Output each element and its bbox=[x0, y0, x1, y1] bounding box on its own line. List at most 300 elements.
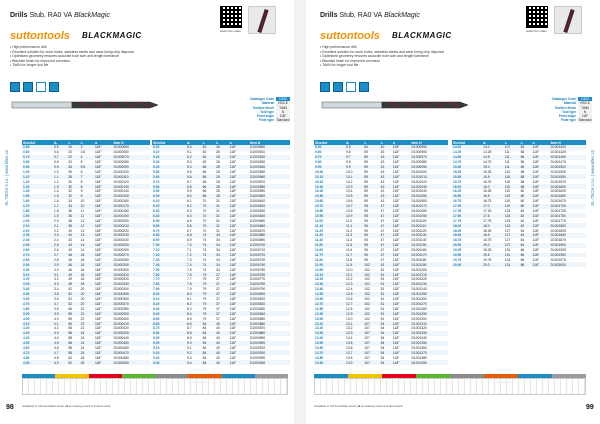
table-cell: 8.5 bbox=[186, 316, 192, 321]
table-cell: 118° bbox=[94, 189, 102, 194]
table-cell: 118° bbox=[392, 355, 400, 360]
table-cell: 118° bbox=[94, 213, 113, 218]
table-cell: 118° bbox=[229, 253, 249, 258]
table-cell: 66 bbox=[520, 262, 532, 267]
table-cell: 89 bbox=[363, 174, 379, 179]
table-cell: 66 bbox=[202, 169, 207, 174]
table-cell: D1000670 bbox=[250, 228, 266, 233]
table-row[interactable] bbox=[314, 360, 448, 365]
table-row[interactable] bbox=[22, 360, 150, 365]
table-cell: D1001080 bbox=[411, 209, 427, 214]
table-cell: 7.50 bbox=[153, 267, 160, 272]
table-cell: D1001070 bbox=[411, 204, 448, 209]
table-cell: 40 bbox=[215, 350, 228, 355]
table-cell: 11.5 bbox=[345, 243, 363, 248]
table-cell: D1001500 bbox=[550, 165, 586, 170]
table-cell: 14.25 bbox=[483, 150, 492, 155]
table-cell: 5.20 bbox=[152, 155, 186, 160]
table-cell: 7.0 bbox=[186, 243, 202, 248]
table-cell: 40 bbox=[216, 345, 220, 350]
table-cell: 4.50 bbox=[22, 341, 53, 346]
material-color-swatch bbox=[188, 374, 221, 378]
table-cell: 131 bbox=[504, 257, 511, 262]
table-cell: 118° bbox=[532, 189, 540, 194]
table-cell: 18.25 bbox=[453, 228, 462, 233]
table-cell: D1000830 bbox=[250, 306, 266, 311]
table-cell: 118° bbox=[532, 248, 540, 253]
table-cell: 52 bbox=[67, 302, 79, 307]
table-cell: 8.8 bbox=[186, 331, 202, 336]
table-cell: D1000250 bbox=[113, 243, 150, 248]
table-cell: 2.80 bbox=[23, 257, 30, 262]
table-cell: 18 bbox=[80, 272, 94, 277]
table-cell: 16.75 bbox=[453, 199, 462, 204]
side-text: KL-TECH s.r.o. | www.kltec.cz bbox=[590, 150, 595, 206]
table-cell: 31 bbox=[216, 199, 220, 204]
table-cell: 24 bbox=[80, 350, 94, 355]
table-cell: 12.80 bbox=[315, 306, 324, 311]
column-header: l₁ bbox=[504, 140, 520, 145]
table-cell: D1000240 bbox=[113, 238, 129, 243]
table-cell: D1000340 bbox=[113, 287, 129, 292]
table-cell: 118° bbox=[229, 360, 249, 365]
column-header: d₁ bbox=[482, 140, 504, 145]
table-cell: 3.60 bbox=[23, 297, 30, 302]
table-cell: 89 bbox=[363, 155, 379, 160]
table-cell: 10 bbox=[80, 204, 94, 209]
table-cell: 15.25 bbox=[453, 169, 462, 174]
table-cell: 16 bbox=[80, 267, 85, 272]
table-cell: 46 bbox=[68, 267, 72, 272]
table-cell: 1.50 bbox=[22, 194, 53, 199]
blackmagic-logo: BLACKMAGIC bbox=[82, 31, 142, 40]
table-cell: 118° bbox=[94, 345, 102, 350]
table-cell: 34 bbox=[215, 253, 228, 258]
table-cell: 3.3 bbox=[53, 282, 67, 287]
table-cell: D1001925 bbox=[550, 248, 566, 253]
product-table-right-b bbox=[452, 140, 586, 267]
blackmagic-logo: BLACKMAGIC bbox=[392, 31, 452, 40]
table-cell: 6.30 bbox=[153, 209, 160, 214]
table-cell: 17.75 bbox=[483, 218, 492, 223]
table-cell: 118° bbox=[392, 189, 400, 194]
table-cell: 118° bbox=[94, 267, 102, 272]
spec-table: Catalogue Code D100 Material HSS-E Surface finish TiAlN Tool type N Point angle 118° Flute type Standard bbox=[551, 97, 592, 123]
table-cell: D1001190 bbox=[411, 262, 448, 267]
din-icon bbox=[10, 82, 20, 92]
table-cell: 14.0 bbox=[482, 145, 504, 150]
table-cell: 118° bbox=[392, 165, 411, 170]
table-cell: 26 bbox=[215, 145, 228, 150]
table-cell: 118° bbox=[392, 174, 411, 179]
table-cell: 26 bbox=[215, 155, 228, 160]
table-cell: 12.3 bbox=[345, 282, 363, 287]
table-cell: D1001875 bbox=[550, 238, 566, 243]
table-cell: 12.90 bbox=[314, 311, 345, 316]
table-cell: D1000190 bbox=[113, 213, 150, 218]
table-cell: 58 bbox=[520, 174, 532, 179]
table-cell: 4 bbox=[80, 155, 94, 160]
table-cell: 10.6 bbox=[346, 199, 353, 204]
table-cell: 12.00 bbox=[315, 267, 324, 272]
table-cell: 2.1 bbox=[53, 223, 67, 228]
table-cell: 6.90 bbox=[153, 238, 160, 243]
table-cell: 5.30 bbox=[153, 160, 160, 165]
drill-thumbnail bbox=[248, 6, 276, 34]
tolerance-icon bbox=[333, 82, 343, 92]
table-cell: 60 bbox=[520, 204, 532, 209]
table-cell: 13.0 bbox=[346, 316, 353, 321]
table-row[interactable] bbox=[152, 360, 290, 365]
table-cell: 118° bbox=[229, 179, 237, 184]
table-cell: 1.1 bbox=[53, 174, 67, 179]
column-header: α bbox=[532, 140, 550, 145]
table-cell: 118° bbox=[392, 199, 400, 204]
table-cell: 118° bbox=[532, 233, 550, 238]
shank-icon bbox=[346, 82, 356, 92]
table-cell: 18.75 bbox=[453, 238, 462, 243]
table-cell: 7.9 bbox=[186, 287, 192, 292]
table-cell: D1000980 bbox=[411, 160, 427, 165]
table-cell: 18.00 bbox=[452, 223, 482, 228]
table-cell: D1000160 bbox=[113, 199, 129, 204]
table-cell: 118° bbox=[94, 355, 102, 360]
table-cell: 7.7 bbox=[186, 277, 192, 282]
table-cell: 4.0 bbox=[54, 316, 59, 321]
table-cell: D1000200 bbox=[113, 218, 129, 223]
table-cell: 8.50 bbox=[153, 316, 160, 321]
table-cell: 10.50 bbox=[314, 194, 345, 199]
table-cell: 16.25 bbox=[483, 189, 492, 194]
table-cell: 9.50 bbox=[314, 145, 345, 150]
table-cell: D1000060 bbox=[113, 150, 129, 155]
table-cell: 12.9 bbox=[345, 311, 363, 316]
table-cell: 58 bbox=[68, 336, 72, 341]
table-cell: 8.1 bbox=[186, 297, 192, 302]
table-cell: 47 bbox=[380, 248, 385, 253]
shank-icon bbox=[36, 82, 46, 92]
angle-icon bbox=[359, 82, 369, 92]
table-cell: D1000660 bbox=[249, 223, 290, 228]
sutton-logo: suttontools bbox=[10, 30, 70, 42]
table-cell: D1000500 bbox=[249, 145, 290, 150]
table-cell: 36 bbox=[68, 209, 72, 214]
table-cell: 127 bbox=[504, 238, 511, 243]
table-cell: 58 bbox=[67, 341, 79, 346]
table-cell: 66 bbox=[202, 174, 215, 179]
table-cell: 14 bbox=[80, 243, 94, 248]
footer-note: Available in full Australian stock | ■ increasing stock ● limited stock bbox=[314, 404, 403, 408]
table-cell: 51 bbox=[380, 282, 392, 287]
table-cell: 8.70 bbox=[153, 326, 160, 331]
table-cell: 47 bbox=[380, 223, 392, 228]
table-cell: 95 bbox=[363, 253, 379, 258]
table-cell: 95 bbox=[363, 204, 379, 209]
table-cell: 54 bbox=[520, 145, 532, 150]
table-cell: 12.7 bbox=[345, 302, 363, 307]
table-cell: 118° bbox=[229, 145, 249, 150]
table-cell: 118° bbox=[229, 233, 249, 238]
table-cell: 51 bbox=[380, 316, 385, 321]
table-cell: 118° bbox=[229, 282, 249, 287]
table-cell: 30 bbox=[68, 179, 72, 184]
material-color-swatch bbox=[484, 374, 518, 378]
table-cell: 37 bbox=[215, 282, 228, 287]
table-cell: D1000890 bbox=[250, 336, 266, 341]
table-cell: 118° bbox=[94, 292, 113, 297]
table-cell: 6.00 bbox=[152, 194, 186, 199]
table-cell: 10 bbox=[80, 199, 85, 204]
column-header: Item N bbox=[113, 140, 150, 145]
table-cell: 40 bbox=[215, 360, 228, 365]
table-cell: 118° bbox=[392, 233, 411, 238]
material-color-swatch bbox=[416, 374, 450, 378]
table-cell: 8.9 bbox=[186, 336, 192, 341]
table-cell: 118° bbox=[532, 145, 550, 150]
table-cell: 127 bbox=[504, 228, 511, 233]
table-cell: 37 bbox=[215, 292, 228, 297]
table-cell: 118° bbox=[229, 336, 237, 341]
table-cell: 18.5 bbox=[482, 233, 504, 238]
table-cell: 107 bbox=[364, 326, 370, 331]
table-cell: 12.30 bbox=[314, 282, 345, 287]
table-cell: 6.7 bbox=[186, 228, 192, 233]
table-cell: 22 bbox=[80, 306, 85, 311]
table-cell: D1000730 bbox=[250, 257, 266, 262]
table-cell: 64 bbox=[520, 238, 525, 243]
table-cell: 54 bbox=[380, 350, 392, 355]
table-cell: 0.70 bbox=[22, 155, 53, 160]
table-cell: 43 bbox=[67, 243, 79, 248]
feature-item: • TiAlN for longer tool life bbox=[10, 63, 49, 68]
page-gutter bbox=[294, 0, 306, 424]
table-cell: 118° bbox=[229, 238, 237, 243]
table-cell: 118° bbox=[229, 248, 237, 253]
table-cell: 4.8 bbox=[54, 355, 59, 360]
table-cell: 84 bbox=[202, 360, 215, 365]
table-cell: 8.80 bbox=[152, 331, 186, 336]
table-cell: 118° bbox=[229, 272, 249, 277]
qr-code-icon[interactable] bbox=[220, 6, 242, 28]
table-cell: 62 bbox=[202, 160, 207, 165]
table-cell: 12.5 bbox=[345, 292, 363, 297]
table-cell: 9.6 bbox=[346, 150, 351, 155]
table-cell: 118° bbox=[532, 228, 540, 233]
table-cell: 95 bbox=[363, 243, 379, 248]
table-cell: 118° bbox=[229, 194, 249, 199]
table-cell: D1001290 bbox=[411, 311, 448, 316]
table-cell: D1001160 bbox=[411, 248, 427, 253]
table-cell: 4.60 bbox=[23, 345, 30, 350]
table-cell: D1001050 bbox=[411, 194, 448, 199]
table-cell: 15.75 bbox=[483, 179, 492, 184]
column-header: Size/Art bbox=[314, 140, 345, 145]
table-cell: D1001270 bbox=[411, 302, 448, 307]
table-cell: 15.50 bbox=[452, 174, 482, 179]
column-header: l₂ bbox=[380, 140, 392, 145]
table-cell: 12.40 bbox=[315, 287, 324, 292]
table-cell: 118° bbox=[392, 341, 411, 346]
table-cell: 7.1 bbox=[186, 248, 192, 253]
table-cell: 118° bbox=[94, 223, 113, 228]
table-cell: 7.4 bbox=[186, 262, 202, 267]
table-cell: 118° bbox=[392, 213, 411, 218]
qr-code-icon[interactable] bbox=[526, 6, 548, 28]
table-cell: 118° bbox=[94, 331, 113, 336]
table-cell: 8.20 bbox=[152, 302, 186, 307]
table-cell: 84 bbox=[202, 355, 207, 360]
table-cell: 4.4 bbox=[54, 336, 59, 341]
table-cell: 8.30 bbox=[153, 306, 160, 311]
table-cell: D1000940 bbox=[249, 360, 290, 365]
table-cell: D1000650 bbox=[250, 218, 266, 223]
table-cell: 13.70 bbox=[314, 350, 345, 355]
table-cell: 118° bbox=[229, 345, 237, 350]
table-cell: 13.1 bbox=[345, 321, 363, 326]
table-cell: 11.3 bbox=[345, 233, 363, 238]
table-cell: D1001800 bbox=[550, 223, 586, 228]
table-cell: 7.10 bbox=[153, 248, 160, 253]
table-cell: 32 bbox=[68, 189, 72, 194]
table-cell: 64 bbox=[520, 243, 532, 248]
table-cell: 118° bbox=[94, 204, 113, 209]
table-cell: 40 bbox=[216, 355, 220, 360]
table-cell: 102 bbox=[364, 297, 370, 302]
table-cell: 20 bbox=[80, 287, 85, 292]
table-cell: 12.20 bbox=[315, 277, 324, 282]
table-cell: 11.7 bbox=[345, 253, 363, 258]
table-cell: 95 bbox=[363, 223, 379, 228]
table-cell: 43 bbox=[380, 160, 385, 165]
table-cell: D1001140 bbox=[411, 238, 427, 243]
table-cell: 66 bbox=[202, 194, 215, 199]
table-cell: D1000370 bbox=[113, 302, 150, 307]
table-cell: D1000600 bbox=[249, 194, 290, 199]
table-cell: 31 bbox=[215, 223, 228, 228]
table-cell: 26 bbox=[67, 165, 79, 170]
table-cell: D1000690 bbox=[250, 238, 266, 243]
table-cell: 6.70 bbox=[153, 228, 160, 233]
table-cell: 95 bbox=[364, 257, 368, 262]
table-cell: 34 bbox=[215, 233, 228, 238]
table-cell: 118° bbox=[229, 155, 249, 160]
table-cell: 70 bbox=[202, 228, 207, 233]
table-cell: D1000610 bbox=[250, 199, 266, 204]
table-cell: 5.9 bbox=[186, 189, 192, 194]
table-cell: 24 bbox=[80, 331, 94, 336]
table-cell: 8.90 bbox=[153, 336, 160, 341]
table-cell: D1000470 bbox=[113, 350, 150, 355]
table-cell: 118° bbox=[392, 184, 411, 189]
table-cell: 111 bbox=[504, 150, 510, 155]
table-cell: 79 bbox=[202, 272, 215, 277]
table-cell: 118° bbox=[532, 160, 540, 165]
feature-item: • Blackish finish for improved corrosion bbox=[10, 58, 71, 63]
table-cell: 118° bbox=[94, 257, 102, 262]
table-cell: 43 bbox=[380, 194, 392, 199]
table-cell: 118° bbox=[229, 228, 237, 233]
table-cell: D1001425 bbox=[550, 150, 566, 155]
table-cell: 34 bbox=[216, 248, 220, 253]
table-cell: 62 bbox=[520, 223, 532, 228]
table-cell: 118° bbox=[392, 287, 400, 292]
table-cell: 10.7 bbox=[345, 204, 363, 209]
table-cell: 118° bbox=[229, 267, 237, 272]
table-cell: 2.2 bbox=[54, 228, 59, 233]
table-cell: 2.40 bbox=[23, 238, 30, 243]
table-cell: 118° bbox=[392, 209, 400, 214]
table-cell: D1001170 bbox=[411, 253, 448, 258]
table-cell: 118° bbox=[532, 262, 550, 267]
table-cell: 5.0 bbox=[186, 145, 202, 150]
table-cell: 118° bbox=[94, 297, 102, 302]
table-cell: 3.5 bbox=[53, 292, 67, 297]
feature-item: • Blackish finish for improved corrosion bbox=[320, 58, 381, 63]
table-cell: 118° bbox=[229, 316, 237, 321]
table-cell: D1000780 bbox=[249, 282, 290, 287]
table-cell: 5.00 bbox=[152, 145, 186, 150]
table-cell: D1001950 bbox=[550, 253, 586, 258]
table-cell: 40 bbox=[215, 321, 228, 326]
table-cell: 47 bbox=[380, 243, 392, 248]
table-cell: 8.3 bbox=[186, 306, 192, 311]
table-cell: 13.3 bbox=[345, 331, 363, 336]
table-cell: D1001575 bbox=[550, 179, 566, 184]
table-cell: 11.30 bbox=[314, 233, 345, 238]
table-cell: 70 bbox=[202, 223, 215, 228]
table-cell: 10.10 bbox=[314, 174, 345, 179]
table-cell: 1.10 bbox=[22, 174, 53, 179]
column-header: Item N bbox=[550, 140, 586, 145]
table-cell: 38 bbox=[68, 218, 72, 223]
table-cell: 20.0 bbox=[482, 262, 504, 267]
feature-item: • Excellent solution for worn holes, stainless steels and wear lining chip disposal bbox=[320, 49, 444, 54]
table-cell: D1000150 bbox=[113, 194, 150, 199]
table-cell: 16.0 bbox=[482, 184, 504, 189]
table-cell: 5.7 bbox=[186, 179, 192, 184]
table-cell: D1001330 bbox=[411, 331, 448, 336]
table-row[interactable] bbox=[452, 262, 586, 267]
table-cell: 13.10 bbox=[314, 321, 345, 326]
table-cell: D1000720 bbox=[249, 253, 290, 258]
table-cell: 14 bbox=[80, 248, 85, 253]
table-cell: 118° bbox=[94, 145, 113, 150]
table-cell: 51 bbox=[380, 306, 385, 311]
table-cell: 102 bbox=[363, 282, 379, 287]
qr-caption: watch the video bbox=[220, 29, 241, 33]
table-cell: 115 bbox=[504, 174, 520, 179]
table-cell: 107 bbox=[363, 350, 379, 355]
table-cell: 131 bbox=[504, 262, 520, 267]
table-cell: 1.80 bbox=[23, 209, 30, 214]
table-cell: 119 bbox=[504, 199, 511, 204]
table-cell: 102 bbox=[364, 316, 370, 321]
table-cell: 107 bbox=[504, 145, 520, 150]
table-cell: 9.70 bbox=[314, 155, 345, 160]
table-cell: D1001725 bbox=[550, 209, 566, 214]
table-cell: 40 bbox=[216, 336, 220, 341]
page-title: Drills Stub, RA0 VA BlackMagic bbox=[320, 12, 420, 19]
table-cell: 79 bbox=[202, 277, 207, 282]
table-cell: 11.9 bbox=[345, 262, 363, 267]
table-cell: 22 bbox=[80, 311, 94, 316]
table-cell: D1000540 bbox=[249, 165, 290, 170]
table-cell: 11 bbox=[80, 209, 85, 214]
table-cell: D1001900 bbox=[550, 243, 586, 248]
table-cell: D1000350 bbox=[113, 292, 150, 297]
table-cell: 3.7 bbox=[53, 302, 67, 307]
table-cell: 118° bbox=[392, 248, 400, 253]
